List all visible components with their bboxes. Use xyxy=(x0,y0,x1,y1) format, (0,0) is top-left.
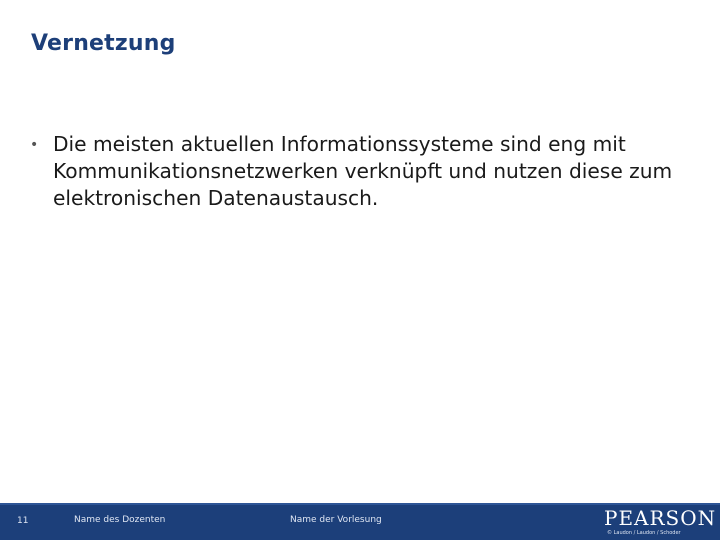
lecturer-name: Name des Dozenten xyxy=(74,515,166,525)
slide-title: Vernetzung xyxy=(31,31,176,56)
copyright-note: © Laudon / Laudon / Schoder xyxy=(607,530,681,536)
footer-divider xyxy=(0,503,720,505)
bullet-marker: • xyxy=(30,137,39,153)
page-number: 11 xyxy=(17,516,29,526)
bullet-item xyxy=(30,131,700,212)
footer-bar xyxy=(0,503,720,540)
bullet-text: Die meisten aktuellen Informationssysteme sind eng mit Kommunikationsnetzwerken verknüpft und nutzen diese zum elektronischen Datenaustausch. xyxy=(53,132,673,210)
pearson-logo: PEARSON xyxy=(604,506,717,530)
lecture-name: Name der Vorlesung xyxy=(290,515,382,525)
bullet-list xyxy=(30,131,700,212)
